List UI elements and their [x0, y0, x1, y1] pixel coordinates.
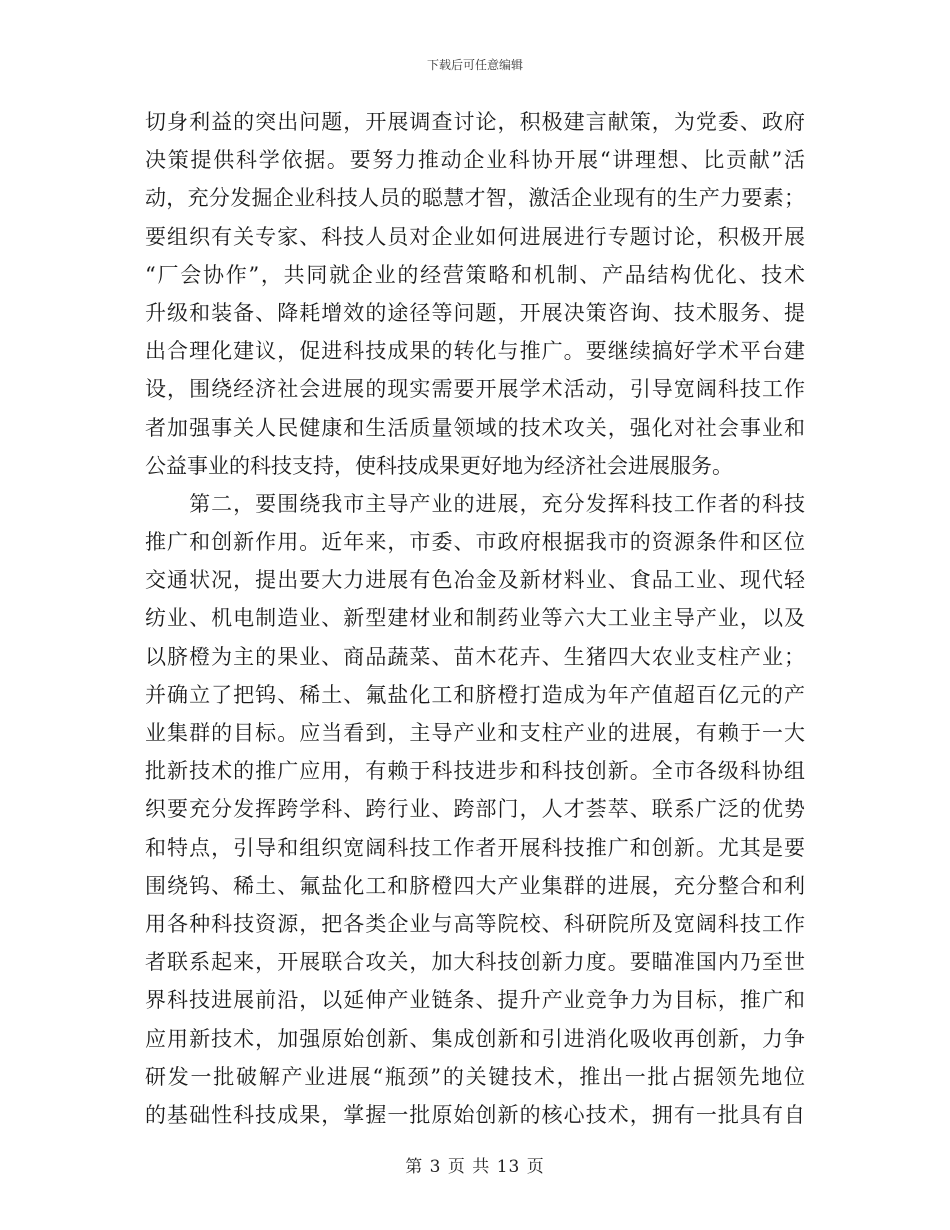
body-line: 围绕钨、稀土、氟盐化工和脐橙四大产业集群的进展，充分整合和利 — [145, 873, 805, 898]
body-line: 并确立了把钨、稀土、氟盐化工和脐橙打造成为年产值超百亿元的产 — [145, 682, 805, 707]
body-line: 批新技术的推广应用，有赖于科技进步和科技创新。全市各级科协组 — [145, 759, 805, 784]
body-line: 以脐橙为主的果业、商品蔬菜、苗木花卉、生猪四大农业支柱产业； — [145, 644, 805, 669]
body-line: 界科技进展前沿，以延伸产业链条、提升产业竞争力为目标，推广和 — [145, 988, 805, 1013]
body-line: 织要充分发挥跨学科、跨行业、跨部门，人才荟萃、联系广泛的优势 — [145, 797, 805, 822]
body-line: 出合理化建议，促进科技成果的转化与推广。要继续搞好学术平台建 — [145, 339, 805, 364]
page-header-note: 下载后可任意编辑 — [426, 58, 523, 72]
body-line: 和特点，引导和组织宽阔科技工作者开展科技推广和创新。尤其是要 — [145, 835, 805, 860]
body-line: 公益事业的科技支持，使科技成果更好地为经济社会进展服务。 — [145, 453, 733, 478]
body-line: 的基础性科技成果，掌握一批原始创新的核心技术，拥有一批具有自 — [145, 1102, 805, 1127]
body-line: 研发一批破解产业进展“瓶颈”的关键技术，推出一批占据领先地位 — [145, 1064, 805, 1089]
body-line: 应用新技术，加强原始创新、集成创新和引进消化吸收再创新，力争 — [145, 1026, 805, 1051]
body-line: 者联系起来，开展联合攻关，加大科技创新力度。要瞄准国内乃至世 — [145, 950, 805, 975]
body-line: 动，充分发掘企业科技人员的聪慧才智，激活企业现有的生产力要素； — [145, 186, 805, 211]
body-line: 切身利益的突出问题，开展调查讨论，积极建言献策，为党委、政府 — [145, 110, 805, 134]
body-line: 者加强事关人民健康和生活质量领域的技术攻关，强化对社会事业和 — [145, 415, 805, 440]
page-number: 第 3 页 共 13 页 — [405, 1157, 545, 1177]
body-line: 纺业、机电制造业、新型建材业和制药业等六大工业主导产业，以及 — [145, 606, 805, 631]
body-line: 要组织有关专家、科技人员对企业如何进展进行专题讨论，积极开展 — [145, 224, 805, 249]
body-line: 第二，要围绕我市主导产业的进展，充分发挥科技工作者的科技 — [145, 491, 805, 516]
body-line: 决策提供科学依据。要努力推动企业科协开展“讲理想、比贡献”活 — [145, 148, 805, 173]
body-line: 交通状况，提出要大力进展有色冶金及新材料业、食品工业、现代轻 — [145, 568, 805, 593]
body-line: 用各种科技资源，把各类企业与高等院校、科研院所及宽阔科技工作 — [145, 911, 805, 936]
document-body — [145, 103, 805, 1134]
body-line: “厂会协作”，共同就企业的经营策略和机制、产品结构优化、技术 — [145, 262, 805, 287]
body-line: 升级和装备、降耗增效的途径等问题，开展决策咨询、技术服务、提 — [145, 300, 805, 325]
body-line: 推广和创新作用。近年来，市委、市政府根据我市的资源条件和区位 — [145, 530, 805, 555]
body-line: 设，围绕经济社会进展的现实需要开展学术活动，引导宽阔科技工作 — [145, 377, 805, 402]
body-line: 业集群的目标。应当看到，主导产业和支柱产业的进展，有赖于一大 — [145, 721, 805, 745]
